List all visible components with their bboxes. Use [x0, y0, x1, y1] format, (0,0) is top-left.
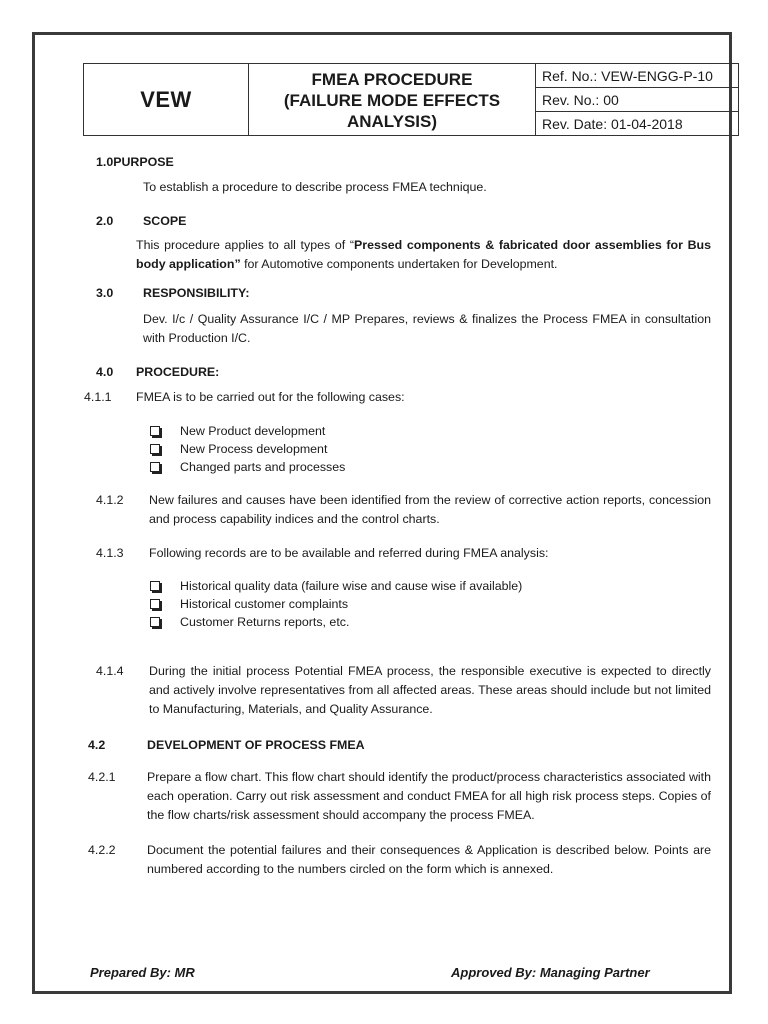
- records-list: [149, 577, 522, 631]
- checkbox-bullet-icon: [150, 426, 160, 436]
- revision-number: Rev. No.: 00: [536, 88, 739, 112]
- scope-text-emphasis: Pressed components & fabricated door assemblies for Bus body application”: [136, 238, 712, 271]
- checkbox-bullet-icon: [150, 444, 160, 454]
- revision-date: Rev. Date: 01-04-2018: [536, 112, 739, 136]
- list-item: [149, 458, 345, 476]
- item-4-1-3-text: Following records are to be available and referred during FMEA analysis:: [149, 546, 549, 560]
- list-item: [149, 613, 522, 631]
- title-line-2: (FAILURE MODE EFFECTS: [283, 91, 501, 110]
- list-item: [149, 595, 522, 613]
- list-item: [149, 422, 345, 440]
- checkbox-bullet-icon: [150, 581, 160, 591]
- procedure-number: 4.0: [96, 365, 114, 379]
- title-line-3: ANALYSIS): [346, 112, 438, 131]
- approved-by: Approved By: Managing Partner: [451, 965, 650, 980]
- item-4-2-2-text: Document the potential failures and their consequences & Application is described below. Points are numbered according to the numbers circled on the form which is annexed.: [147, 843, 711, 876]
- responsibility-text: Dev. I/c / Quality Assurance I/C / MP Prepares, reviews & finalizes the Process FMEA in consultation with Production I/C.: [143, 312, 711, 345]
- item-4-2-2-number: 4.2.2: [88, 843, 116, 857]
- cases-list: [149, 422, 345, 476]
- purpose-heading: 1.0PURPOSE: [96, 155, 174, 169]
- list-item: [149, 440, 345, 458]
- item-4-1-4-text: During the initial process Potential FMEA process, the responsible executive is expected to directly and actively involve representatives from all affected areas. These areas should include but not limited to Manufacturing, Materials, and Quality Assurance.: [149, 664, 711, 716]
- list-item-text: Historical quality data (failure wise and cause wise if available): [180, 579, 523, 593]
- scope-text-lead: This procedure applies to all types of “: [136, 238, 354, 252]
- list-item: [149, 577, 522, 595]
- responsibility-number: 3.0: [96, 286, 114, 300]
- item-4-1-2-number: 4.1.2: [96, 493, 124, 507]
- list-item-text: Historical customer complaints: [180, 597, 349, 611]
- prepared-by: Prepared By: MR: [90, 965, 195, 980]
- item-4-1-1-number: 4.1.1: [84, 390, 112, 404]
- checkbox-bullet-icon: [150, 462, 160, 472]
- scope-text: [136, 236, 711, 274]
- list-item-text: New Process development: [180, 442, 328, 456]
- scope-text-tail: for Automotive components undertaken for Development.: [240, 257, 558, 271]
- title-line-1: FMEA PROCEDURE: [311, 70, 473, 89]
- item-4-2-1-number: 4.2.1: [88, 770, 116, 784]
- list-item-text: New Product development: [180, 424, 326, 438]
- purpose-text: To establish a procedure to describe process FMEA technique.: [143, 180, 487, 194]
- item-4-1-4-number: 4.1.4: [96, 664, 124, 678]
- procedure-heading: PROCEDURE:: [136, 365, 220, 379]
- list-item-text: Customer Returns reports, etc.: [180, 615, 350, 629]
- development-heading: DEVELOPMENT OF PROCESS FMEA: [147, 738, 365, 752]
- item-4-2-1-text: Prepare a flow chart. This flow chart should identify the product/process characteristics associated with each operation. Carry out risk assessment and conduct FMEA for all high risk process steps. Copies of the flow charts/risk assessment should accompany the process FMEA.: [147, 770, 711, 822]
- development-number: 4.2: [88, 738, 106, 752]
- checkbox-bullet-icon: [150, 599, 160, 609]
- ref-number: Ref. No.: VEW-ENGG-P-10: [536, 64, 739, 88]
- document-header-table: [83, 63, 739, 136]
- item-4-1-2-text: New failures and causes have been identified from the review of corrective action reports, concession and process capability indices and the control charts.: [149, 493, 711, 526]
- company-name: VEW: [84, 64, 249, 136]
- checkbox-bullet-icon: [150, 617, 160, 627]
- item-4-1-1-text: FMEA is to be carried out for the following cases:: [136, 390, 405, 404]
- scope-number: 2.0: [96, 214, 114, 228]
- list-item-text: Changed parts and processes: [180, 460, 346, 474]
- responsibility-heading: RESPONSIBILITY:: [143, 286, 250, 300]
- item-4-1-3-number: 4.1.3: [96, 546, 124, 560]
- scope-heading: SCOPE: [143, 214, 187, 228]
- document-title: [249, 64, 536, 136]
